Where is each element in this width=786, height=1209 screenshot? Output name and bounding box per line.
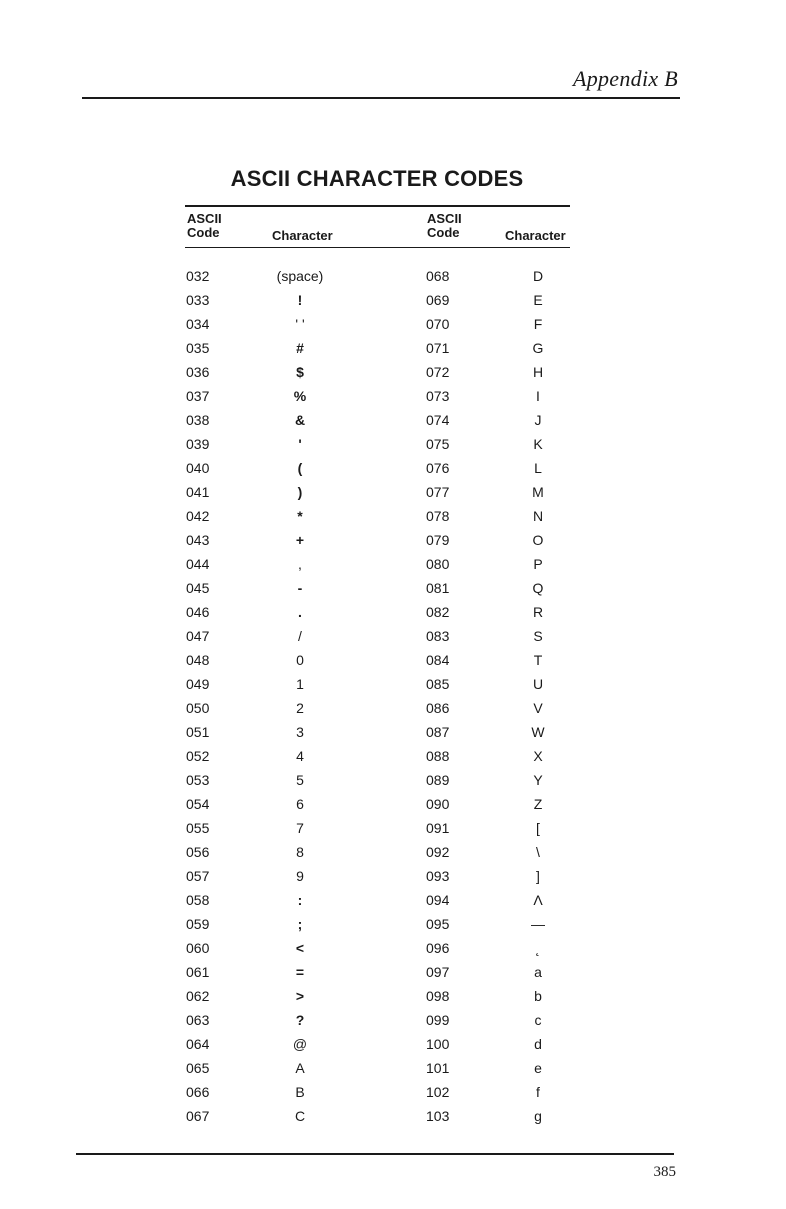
character-cell: @ [292, 1036, 308, 1052]
character-cell: ˛ [535, 940, 541, 956]
ascii-code-cell: 075 [426, 436, 450, 452]
character-cell: f [536, 1084, 540, 1100]
ascii-table [185, 205, 570, 1128]
table-header-rule [185, 247, 570, 248]
character-cell: C [294, 1108, 306, 1124]
table-row [185, 1008, 570, 1032]
character-cell: U [532, 676, 544, 692]
character-cell: . [298, 604, 302, 620]
character-cell: c [534, 1012, 542, 1028]
ascii-code-cell: 062 [186, 988, 210, 1004]
character-cell: + [295, 532, 305, 548]
ascii-code-cell: 038 [186, 412, 210, 428]
ascii-code-cell: 032 [186, 268, 210, 284]
character-cell: N [532, 508, 544, 524]
ascii-code-cell: 090 [426, 796, 450, 812]
character-cell: / [298, 628, 302, 644]
character-cell: O [532, 532, 544, 548]
ascii-code-cell: 069 [426, 292, 450, 308]
ascii-code-cell: 033 [186, 292, 210, 308]
table-row [185, 432, 570, 456]
table-row [185, 720, 570, 744]
column-header-code-2-line2: Code [427, 225, 460, 240]
character-cell: D [532, 268, 544, 284]
table-row [185, 864, 570, 888]
character-cell: d [534, 1036, 542, 1052]
ascii-code-cell: 046 [186, 604, 210, 620]
ascii-code-cell: 092 [426, 844, 450, 860]
ascii-code-cell: 059 [186, 916, 210, 932]
running-head: Appendix B [572, 66, 678, 91]
character-cell: > [295, 988, 305, 1004]
character-cell: , [298, 556, 302, 572]
character-cell: ] [536, 868, 540, 884]
table-row [185, 312, 570, 336]
ascii-code-cell: 096 [426, 940, 450, 956]
character-cell: X [533, 748, 543, 764]
ascii-code-cell: 082 [426, 604, 450, 620]
character-cell: e [534, 1060, 542, 1076]
ascii-code-cell: 064 [186, 1036, 210, 1052]
character-cell: 4 [296, 748, 304, 764]
character-cell: ? [295, 1012, 305, 1028]
table-row [185, 792, 570, 816]
character-cell: G [532, 340, 544, 356]
ascii-code-cell: 094 [426, 892, 450, 908]
character-cell: ( [297, 460, 303, 476]
ascii-code-cell: 093 [426, 868, 450, 884]
character-cell: g [534, 1108, 542, 1124]
ascii-code-cell: 068 [426, 268, 450, 284]
table-row [185, 384, 570, 408]
character-cell: E [533, 292, 543, 308]
ascii-code-cell: 061 [186, 964, 210, 980]
ascii-code-cell: 040 [186, 460, 210, 476]
character-cell: Q [532, 580, 544, 596]
character-cell: ) [297, 484, 303, 500]
ascii-code-cell: 067 [186, 1108, 210, 1124]
ascii-code-cell: 097 [426, 964, 450, 980]
character-cell: 9 [296, 868, 304, 884]
ascii-code-cell: 083 [426, 628, 450, 644]
character-cell: \ [536, 844, 540, 860]
character-cell: I [536, 388, 540, 404]
ascii-code-cell: 039 [186, 436, 210, 452]
ascii-code-cell: 066 [186, 1084, 210, 1100]
ascii-code-cell: 085 [426, 676, 450, 692]
ascii-code-cell: 063 [186, 1012, 210, 1028]
ascii-code-cell: 070 [426, 316, 450, 332]
table-row [185, 696, 570, 720]
ascii-code-cell: 055 [186, 820, 210, 836]
ascii-code-cell: 050 [186, 700, 210, 716]
ascii-code-cell: 045 [186, 580, 210, 596]
ascii-code-cell: 077 [426, 484, 450, 500]
ascii-code-cell: 081 [426, 580, 450, 596]
character-cell: (space) [276, 268, 324, 284]
character-cell: H [532, 364, 544, 380]
character-cell: — [531, 916, 545, 932]
table-row [185, 840, 570, 864]
character-cell: P [533, 556, 543, 572]
table-row [185, 624, 570, 648]
character-cell: - [297, 580, 303, 596]
ascii-code-cell: 087 [426, 724, 450, 740]
character-cell: ! [297, 292, 303, 308]
table-row [185, 888, 570, 912]
ascii-code-cell: 041 [186, 484, 210, 500]
table-row [185, 288, 570, 312]
ascii-code-cell: 091 [426, 820, 450, 836]
character-cell: Z [533, 796, 543, 812]
table-row [185, 552, 570, 576]
character-cell: ; [297, 916, 303, 932]
table-row [185, 1032, 570, 1056]
ascii-code-cell: 043 [186, 532, 210, 548]
character-cell: 3 [296, 724, 304, 740]
ascii-code-cell: 100 [426, 1036, 450, 1052]
character-cell: b [534, 988, 542, 1004]
character-cell: & [294, 412, 306, 428]
character-cell: : [297, 892, 303, 908]
ascii-code-cell: 086 [426, 700, 450, 716]
ascii-code-cell: 073 [426, 388, 450, 404]
character-cell: M [532, 484, 544, 500]
column-header-character-2: Character [505, 228, 566, 243]
table-row [185, 456, 570, 480]
character-cell: # [296, 340, 304, 356]
table-header [185, 207, 570, 247]
character-cell: R [532, 604, 544, 620]
ascii-code-cell: 057 [186, 868, 210, 884]
table-row [185, 936, 570, 960]
ascii-code-cell: 084 [426, 652, 450, 668]
ascii-code-cell: 076 [426, 460, 450, 476]
column-header-code-1-line1: ASCII [187, 211, 222, 226]
table-row [185, 1104, 570, 1128]
column-header-code-2 [427, 212, 462, 240]
ascii-code-cell: 101 [426, 1060, 450, 1076]
ascii-code-cell: 036 [186, 364, 210, 380]
table-row [185, 528, 570, 552]
ascii-code-cell: 054 [186, 796, 210, 812]
table-row [185, 768, 570, 792]
character-cell: < [295, 940, 305, 956]
ascii-code-cell: 047 [186, 628, 210, 644]
character-cell: B [295, 1084, 305, 1100]
character-cell: T [533, 652, 543, 668]
page-number: 385 [653, 1164, 676, 1180]
ascii-code-cell: 034 [186, 316, 210, 332]
table-row [185, 408, 570, 432]
ascii-code-cell: 080 [426, 556, 450, 572]
character-cell: ' ' [295, 316, 305, 332]
column-header-code-1-line2: Code [187, 225, 220, 240]
character-cell: Y [533, 772, 543, 788]
ascii-code-cell: 035 [186, 340, 210, 356]
character-cell: J [534, 412, 542, 428]
ascii-code-cell: 089 [426, 772, 450, 788]
column-header-code-1 [187, 212, 222, 240]
ascii-code-cell: 053 [186, 772, 210, 788]
top-rule [82, 97, 680, 99]
bottom-rule [76, 1153, 674, 1155]
ascii-code-cell: 103 [426, 1108, 450, 1124]
ascii-code-cell: 088 [426, 748, 450, 764]
character-cell: 8 [296, 844, 304, 860]
ascii-code-cell: 102 [426, 1084, 450, 1100]
ascii-code-cell: 098 [426, 988, 450, 1004]
character-cell: 1 [296, 676, 304, 692]
character-cell: F [533, 316, 543, 332]
character-cell: L [534, 460, 542, 476]
table-row [185, 336, 570, 360]
character-cell: 2 [296, 700, 304, 716]
ascii-code-cell: 058 [186, 892, 210, 908]
table-row [185, 576, 570, 600]
ascii-code-cell: 099 [426, 1012, 450, 1028]
character-cell: 6 [296, 796, 304, 812]
character-cell: a [534, 964, 542, 980]
page-title: ASCII CHARACTER CODES [230, 166, 524, 191]
ascii-code-cell: 037 [186, 388, 210, 404]
ascii-code-cell: 049 [186, 676, 210, 692]
table-row [185, 1056, 570, 1080]
table-row [185, 816, 570, 840]
ascii-code-cell: 052 [186, 748, 210, 764]
character-cell: W [531, 724, 545, 740]
ascii-code-cell: 078 [426, 508, 450, 524]
column-header-code-2-line1: ASCII [427, 211, 462, 226]
table-row [185, 648, 570, 672]
character-cell: * [297, 508, 303, 524]
ascii-code-cell: 060 [186, 940, 210, 956]
table-row [185, 504, 570, 528]
table-row [185, 672, 570, 696]
character-cell: [ [536, 820, 540, 836]
column-header-character-1: Character [272, 228, 333, 243]
character-cell: V [533, 700, 543, 716]
ascii-code-cell: 074 [426, 412, 450, 428]
ascii-code-cell: 044 [186, 556, 210, 572]
character-cell: S [533, 628, 543, 644]
ascii-code-cell: 072 [426, 364, 450, 380]
character-cell: 0 [296, 652, 304, 668]
table-row [185, 264, 570, 288]
table-row [185, 600, 570, 624]
table-row [185, 960, 570, 984]
ascii-code-cell: 071 [426, 340, 450, 356]
ascii-code-cell: 051 [186, 724, 210, 740]
character-cell: 7 [296, 820, 304, 836]
character-cell: 5 [296, 772, 304, 788]
table-row [185, 480, 570, 504]
character-cell: K [533, 436, 543, 452]
character-cell: $ [296, 364, 304, 380]
ascii-code-cell: 095 [426, 916, 450, 932]
character-cell: = [295, 964, 305, 980]
table-body [185, 264, 570, 1128]
character-cell: ' [298, 436, 302, 452]
ascii-code-cell: 056 [186, 844, 210, 860]
ascii-code-cell: 065 [186, 1060, 210, 1076]
table-row [185, 912, 570, 936]
ascii-code-cell: 048 [186, 652, 210, 668]
table-row [185, 744, 570, 768]
table-row [185, 984, 570, 1008]
table-row [185, 1080, 570, 1104]
character-cell: % [293, 388, 307, 404]
character-cell: A [295, 1060, 305, 1076]
character-cell: Λ [533, 892, 543, 908]
ascii-code-cell: 079 [426, 532, 450, 548]
ascii-code-cell: 042 [186, 508, 210, 524]
table-row [185, 360, 570, 384]
